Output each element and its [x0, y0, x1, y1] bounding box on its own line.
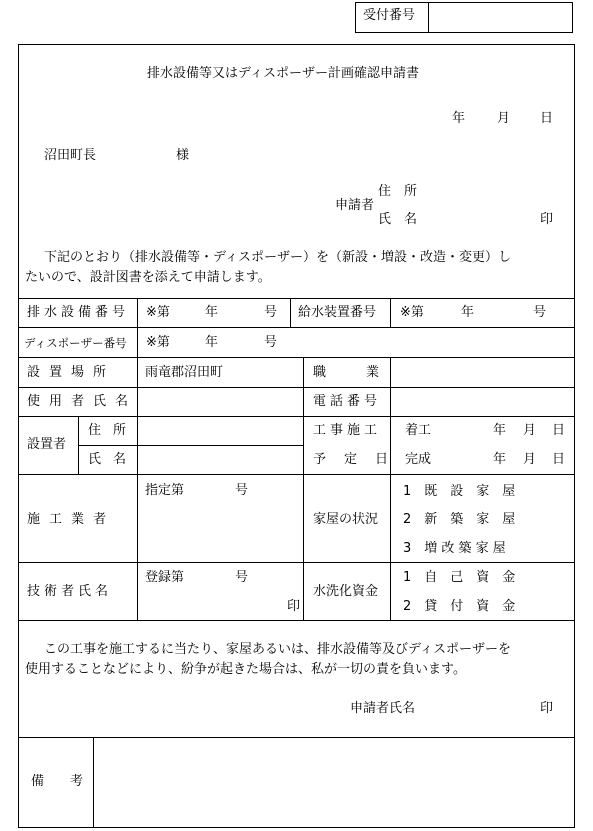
date-year: 年 — [452, 111, 466, 126]
receipt-divider — [428, 2, 429, 33]
finish-label: 完成 — [405, 452, 432, 467]
user-name-label: 使用者氏名 — [27, 394, 138, 409]
col-line — [137, 298, 138, 327]
contractor-label: 施工業者 — [27, 512, 116, 527]
construction-label-2: 予定日 — [313, 452, 407, 467]
engineer-label: 技術者氏名 — [27, 584, 113, 599]
construction-label-1: 工事施工 — [313, 423, 382, 438]
contractor-prefix: 指定第 — [145, 483, 185, 498]
col-line — [137, 357, 138, 416]
receipt-number-field[interactable] — [430, 4, 570, 31]
finish-month: 月 — [523, 452, 537, 467]
house-status-option-1: 1 既 設 家 屋 — [403, 484, 516, 499]
location-value: 雨竜郡沼田町 — [145, 365, 224, 380]
occupation-label: 職業 — [313, 365, 420, 380]
supply-number-no: 号 — [533, 305, 547, 320]
date-month: 月 — [497, 111, 511, 126]
date-day: 日 — [540, 111, 554, 126]
house-status-option-3: 3 増 改 築 家 屋 — [403, 541, 506, 556]
house-status-label: 家屋の状況 — [313, 512, 379, 527]
finish-year: 年 — [493, 452, 507, 467]
addressee-suffix: 様 — [176, 148, 190, 163]
phone-label: 電話番号 — [313, 394, 382, 409]
drain-number-no: 号 — [264, 305, 278, 320]
col-line — [390, 298, 391, 327]
drain-number-label: 排水設備番号 — [27, 305, 130, 320]
contractor-suffix: 号 — [235, 483, 249, 498]
pledge-line-2: 使用することなどにより、紛争が起きた場合は、私が一切の責を負います。 — [25, 662, 466, 677]
fund-option-1: 1 自 己 資 金 — [403, 570, 516, 585]
fund-label: 水洗化資金 — [313, 584, 379, 599]
drain-number-year: 年 — [205, 305, 219, 320]
row-line — [18, 562, 575, 563]
row-line — [18, 737, 575, 738]
location-label: 設置場所 — [27, 365, 116, 380]
row-line — [18, 357, 575, 358]
intro-line-1: 下記のとおり（排水設備等・ディスポーザー）を（新設・増設・改造・変更）し — [44, 250, 511, 265]
disposer-number-label: ディスポーザー番号 — [24, 336, 127, 350]
col-line — [93, 737, 94, 828]
form-title: 排水設備等又はディスポーザー計画確認申請書 — [147, 66, 419, 81]
col-line — [137, 416, 138, 620]
intro-line-2: たいので、設計図書を添えて申請します。 — [25, 270, 271, 285]
remarks-field[interactable] — [95, 739, 573, 826]
remarks-label: 備 考 — [31, 774, 84, 789]
fund-option-2: 2 貸 付 資 金 — [403, 599, 516, 614]
pledge-signer-label: 申請者氏名 — [350, 701, 416, 716]
engineer-suffix: 号 — [235, 570, 249, 585]
supply-number-label: 給水装置番号 — [298, 305, 377, 320]
supply-number-year: 年 — [461, 305, 475, 320]
col-line — [78, 416, 79, 474]
pledge-line-1: この工事を施工するに当たり、家屋あるいは、排水設備等及びディスポーザーを — [44, 642, 511, 657]
col-line — [137, 327, 138, 357]
pledge-seal: 印 — [540, 701, 554, 716]
addressee-name: 沼田町長 — [44, 148, 97, 163]
row-line — [18, 416, 575, 417]
applicant-address-label: 住 所 — [378, 184, 418, 199]
installer-name-label: 氏名 — [88, 452, 139, 467]
applicant-name-label: 氏 名 — [378, 212, 418, 227]
receipt-label: 受付番号 — [363, 8, 416, 23]
installer-label: 設置者 — [27, 437, 67, 452]
disposer-number-no: 号 — [264, 335, 278, 350]
col-line — [303, 357, 304, 620]
applicant-label: 申請者 — [335, 198, 375, 213]
start-day: 日 — [552, 423, 566, 438]
start-label: 着工 — [405, 423, 432, 438]
start-year: 年 — [493, 423, 507, 438]
drain-number-prefix: ※第 — [146, 305, 170, 320]
disposer-number-year: 年 — [205, 335, 219, 350]
row-line — [78, 445, 303, 446]
finish-day: 日 — [552, 452, 566, 467]
col-line — [290, 298, 291, 327]
applicant-seal: 印 — [540, 212, 554, 227]
supply-number-prefix: ※第 — [400, 305, 424, 320]
table-top-line — [18, 298, 575, 299]
row-line — [18, 474, 575, 475]
row-line — [18, 327, 575, 328]
row-line — [18, 387, 575, 388]
engineer-seal: 印 — [287, 599, 301, 614]
disposer-number-prefix: ※第 — [146, 335, 170, 350]
engineer-prefix: 登録第 — [145, 570, 185, 585]
installer-address-label: 住所 — [88, 423, 139, 438]
house-status-option-2: 2 新 築 家 屋 — [403, 512, 516, 527]
row-line — [18, 620, 575, 621]
start-month: 月 — [523, 423, 537, 438]
col-line — [390, 357, 391, 620]
